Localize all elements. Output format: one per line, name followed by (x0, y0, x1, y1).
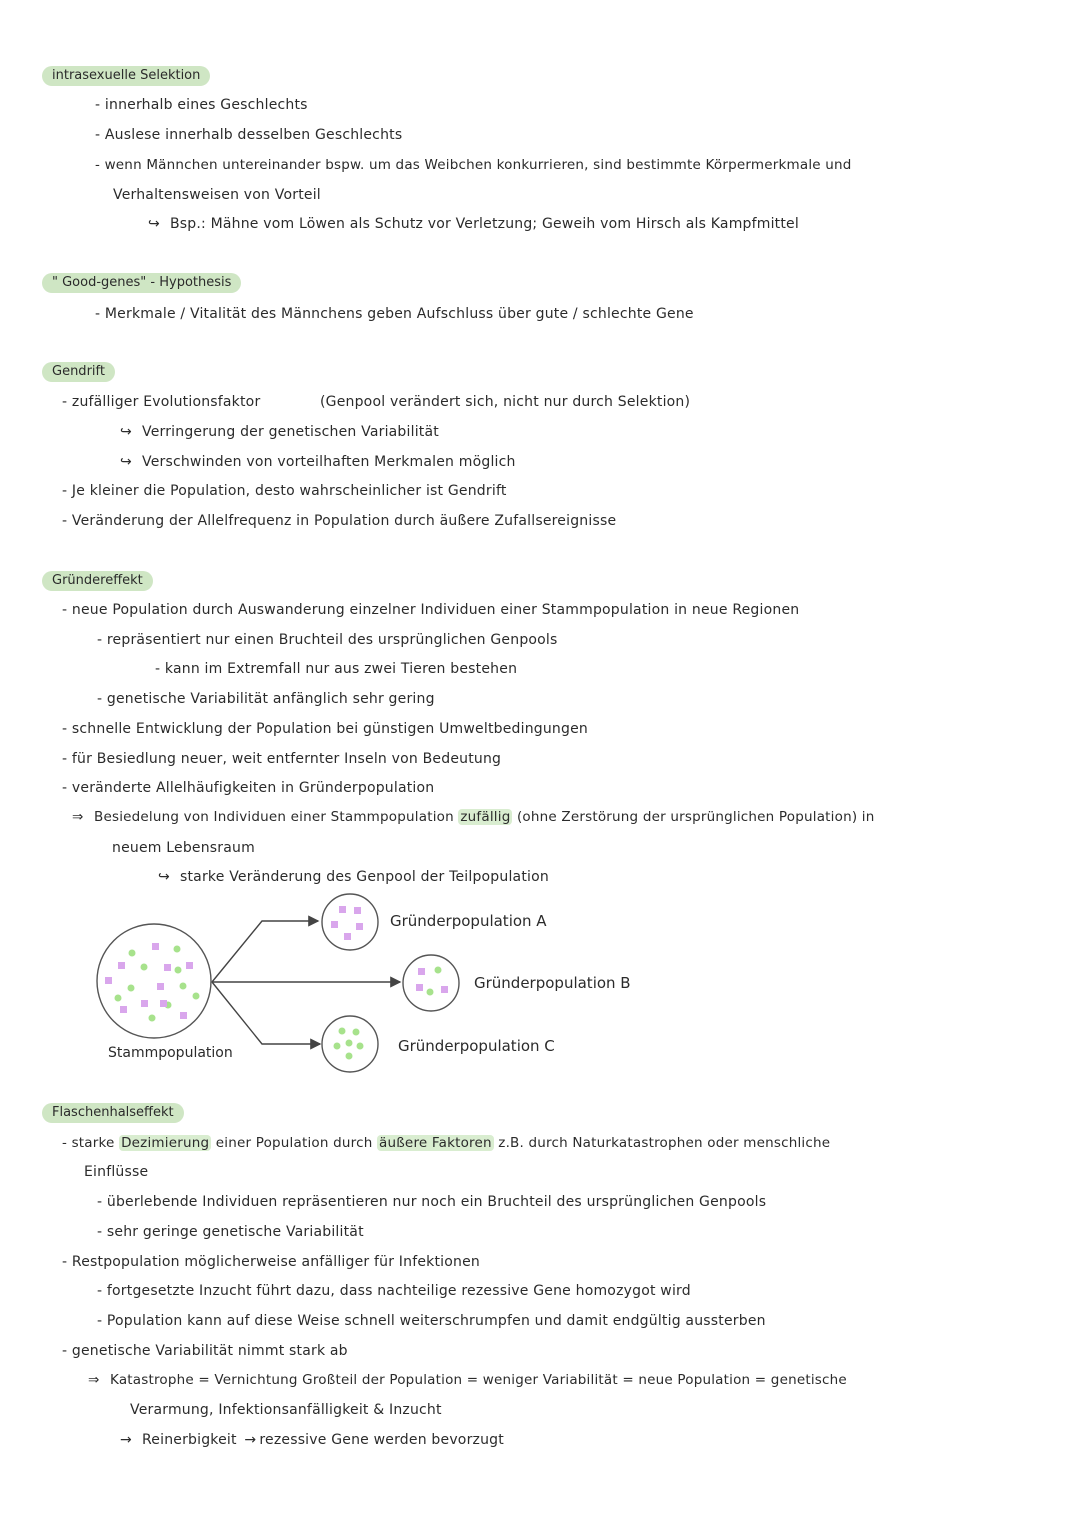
note-line: - kann im Extremfall nur aus zwei Tieren bestehen (155, 661, 518, 677)
hook-arrow-icon: ↪ (120, 424, 132, 440)
hook-arrow-icon: ↪ (148, 216, 160, 232)
conclusion-line: ⇒ Besiedelung von Individuen einer Stammpopulation zufällig (ohne Zerstörung der ursprünglichen Population) in (72, 809, 875, 825)
right-arrow-icon: → (120, 1432, 132, 1448)
founder-label-a: Gründerpopulation A (390, 912, 547, 930)
note-subline: → Reinerbigkeit → rezessive Gene werden bevorzugt (120, 1432, 504, 1448)
note-line: - Veränderung der Allelfrequenz in Population durch äußere Zufallsereignisse (62, 513, 617, 529)
founder-label-b: Gründerpopulation B (474, 974, 631, 992)
note-line: - genetische Variabilität anfänglich sehr gering (97, 691, 435, 707)
founder-population-b-circle (403, 955, 459, 1011)
note-line: - repräsentiert nur einen Bruchteil des ursprünglichen Genpools (97, 632, 558, 648)
note-line: - für Besiedlung neuer, weit entfernter Inseln von Bedeutung (62, 751, 502, 767)
highlight-aeussere-faktoren: äußere Faktoren (379, 1135, 492, 1151)
heading-gendrift: Gendrift (42, 362, 115, 382)
source-population-members (105, 943, 200, 1022)
hook-arrow-icon: ↪ (158, 869, 170, 885)
note-line: - Auslese innerhalb desselben Geschlechts (95, 127, 403, 143)
right-arrow-icon: → (244, 1432, 257, 1448)
note-line: (Genpool verändert sich, nicht nur durch Selektion) (320, 394, 691, 410)
conclusion-line: ⇒ Katastrophe = Vernichtung Großteil der Population = weniger Variabilität = neue Population = genetische (88, 1372, 847, 1388)
note-line: - zufälliger Evolutionsfaktor (62, 394, 261, 410)
heading-good-genes: " Good-genes" - Hypothesis (42, 273, 241, 293)
note-line: - wenn Männchen untereinander bspw. um das Weibchen konkurrieren, sind bestimmte Körpermerkmale und (95, 157, 852, 173)
note-line: - Merkmale / Vitalität des Männchens geben Aufschluss über gute / schlechte Gene (95, 306, 694, 322)
heading-bottleneck: Flaschenhalseffekt (42, 1103, 184, 1123)
founder-population-b-members (416, 967, 448, 996)
note-line: neuem Lebensraum (112, 840, 255, 856)
heading-founder-effect: Gründereffekt (42, 571, 153, 591)
note-line: - genetische Variabilität nimmt stark ab (62, 1343, 348, 1359)
note-line: Einflüsse (84, 1164, 149, 1180)
founder-population-a-circle (322, 894, 378, 950)
founder-label-c: Gründerpopulation C (398, 1037, 555, 1055)
founder-population-a-members (331, 906, 363, 940)
source-population-label: Stammpopulation (108, 1045, 233, 1061)
note-line: - Population kann auf diese Weise schnell weiterschrumpfen und damit endgültig aussterben (97, 1313, 766, 1329)
hook-arrow-icon: ↪ (120, 454, 132, 470)
heading-intrasexual: intrasexuelle Selektion (42, 66, 210, 86)
note-line: - überlebende Individuen repräsentieren nur noch ein Bruchteil des ursprünglichen Genpools (97, 1194, 767, 1210)
note-line: - Restpopulation möglicherweise anfälliger für Infektionen (62, 1254, 480, 1270)
note-line: - starke Dezimierung einer Population durch äußere Faktoren z.B. durch Naturkatastrophen oder menschliche (62, 1135, 831, 1151)
note-subline: ↪ starke Veränderung des Genpool der Teilpopulation (158, 869, 549, 885)
founder-population-c-members (334, 1028, 364, 1060)
highlight-dezimierung: Dezimierung (121, 1135, 210, 1151)
note-line: - neue Population durch Auswanderung einzelner Individuen einer Stammpopulation in neue Regionen (62, 602, 800, 618)
note-line: - schnelle Entwicklung der Population bei günstigen Umweltbedingungen (62, 721, 588, 737)
note-subline: ↪ Verringerung der genetischen Variabilität (120, 424, 439, 440)
implies-arrow-icon: ⇒ (72, 809, 84, 825)
highlight-zufaellig: zufällig (460, 809, 511, 825)
note-subline: ↪ Verschwinden von vorteilhaften Merkmalen möglich (120, 454, 516, 470)
note-line: - sehr geringe genetische Variabilität (97, 1224, 364, 1240)
note-line: - fortgesetzte Inzucht führt dazu, dass nachteilige rezessive Gene homozygot wird (97, 1283, 691, 1299)
example-line: ↪ Bsp.: Mähne vom Löwen als Schutz vor Verletzung; Geweih vom Hirsch als Kampfmittel (148, 216, 799, 232)
note-line: - Je kleiner die Population, desto wahrscheinlicher ist Gendrift (62, 483, 507, 499)
note-line: - veränderte Allelhäufigkeiten in Gründerpopulation (62, 780, 435, 796)
note-line: Verhaltensweisen von Vorteil (113, 187, 321, 203)
source-population-circle (97, 924, 211, 1038)
note-line: - innerhalb eines Geschlechts (95, 97, 308, 113)
note-line: Verarmung, Infektionsanfälligkeit & Inzucht (130, 1402, 442, 1418)
implies-arrow-icon: ⇒ (88, 1372, 100, 1388)
